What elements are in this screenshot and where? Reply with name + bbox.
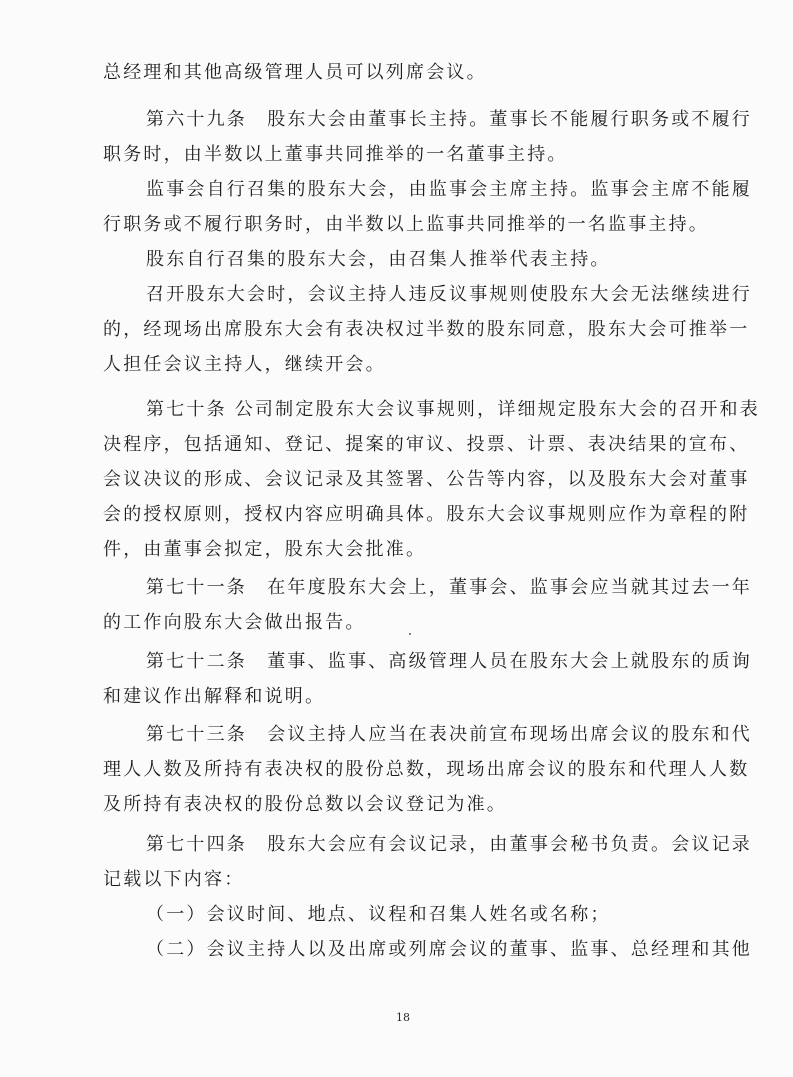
text-line: 理人人数及所持有表决权的股份总数，现场出席会议的股东和代理人人数 (103, 759, 750, 780)
article-69-line: 第六十九条 股东大会由董事长主持。董事长不能履行职务或不履行 (146, 109, 752, 130)
text-line: 行职务或不履行职务时，由半数以上监事共同推举的一名监事主持。 (103, 214, 709, 235)
text-line: 的，经现场出席股东大会有表决权过半数的股东同意，股东大会可推举一 (103, 319, 750, 340)
scan-speck (409, 633, 411, 635)
text-line: 总经理和其他高级管理人员可以列席会议。 (103, 62, 487, 83)
article-70-line: 第七十条 公司制定股东大会议事规则，详细规定股东大会的召开和表 (146, 399, 760, 420)
text-line: 件，由董事会拟定，股东大会批准。 (103, 539, 427, 560)
text-line: 决程序，包括通知、登记、提案的审议、投票、计票、表决结果的宣布、 (103, 434, 750, 455)
text-line: 记载以下内容： (103, 869, 245, 890)
text-line: 会议决议的形成、会议记录及其签署、公告等内容，以及股东大会对董事 (103, 469, 750, 490)
article-72-line: 第七十二条 董事、监事、高级管理人员在股东大会上就股东的质询 (146, 651, 752, 672)
list-item-2: （二）会议主持人以及出席或列席会议的董事、监事、总经理和其他 (146, 939, 752, 960)
text-line: 股东自行召集的股东大会，由召集人推举代表主持。 (146, 249, 611, 270)
text-line: 职务时，由半数以上董事共同推举的一名董事主持。 (103, 144, 568, 165)
article-74-line: 第七十四条 股东大会应有会议记录，由董事会秘书负责。会议记录 (146, 834, 752, 855)
article-71-line: 第七十一条 在年度股东大会上，董事会、监事会应当就其过去一年 (146, 577, 752, 598)
text-line: 的工作向股东大会做出报告。 (103, 612, 366, 633)
text-line: 监事会自行召集的股东大会，由监事会主席主持。监事会主席不能履 (146, 179, 752, 200)
page-number: 18 (396, 1011, 410, 1024)
text-line: 及所持有表决权的股份总数以会议登记为准。 (103, 794, 507, 815)
text-line: 会的授权原则，授权内容应明确具体。股东大会议事规则应作为章程的附 (103, 504, 750, 525)
text-line: 人担任会议主持人，继续开会。 (103, 354, 386, 375)
article-73-line: 第七十三条 会议主持人应当在表决前宣布现场出席会议的股东和代 (146, 724, 752, 745)
text-line: 召开股东大会时，会议主持人违反议事规则使股东大会无法继续进行 (146, 284, 752, 305)
text-line: 和建议作出解释和说明。 (103, 686, 326, 707)
list-item-1: （一）会议时间、地点、议程和召集人姓名或名称； (146, 904, 611, 925)
